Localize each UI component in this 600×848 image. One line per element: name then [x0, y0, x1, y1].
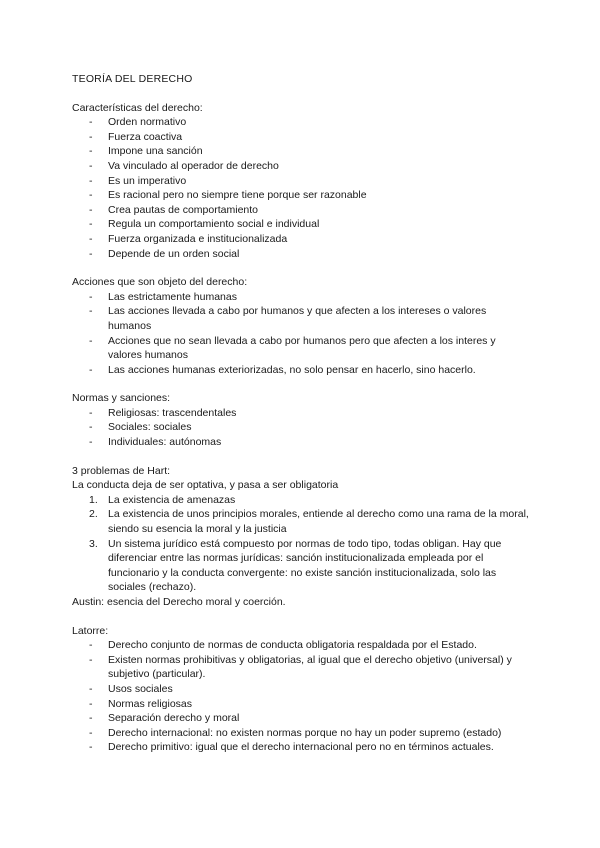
list-item-text: Es racional pero no siempre tiene porque ser razonable — [108, 189, 367, 202]
dash-bullet: - — [89, 290, 93, 303]
hart-intro: La conducta deja de ser optativa, y pasa a ser obligatoria — [72, 479, 339, 492]
dash-bullet: - — [89, 159, 93, 172]
dash-bullet: - — [89, 436, 93, 449]
list-item-text: Individuales: autónomas — [108, 436, 222, 449]
section-heading-hart: 3 problemas de Hart: — [72, 464, 171, 477]
number-marker: 2. — [89, 508, 98, 521]
dash-bullet: - — [89, 363, 93, 376]
list-item-text: Las estrictamente humanas — [108, 290, 237, 303]
dash-bullet: - — [89, 130, 93, 143]
list-item — [72, 115, 530, 130]
dash-bullet: - — [89, 682, 93, 695]
list-item — [72, 726, 530, 741]
list-item-text: Las acciones llevada a cabo por humanos y que afecten a los intereses o valores humanos — [108, 305, 487, 332]
list-item — [72, 740, 530, 755]
list-item — [72, 304, 530, 333]
dash-bullet: - — [89, 218, 93, 231]
list-item-text: Va vinculado al operador de derecho — [108, 159, 279, 172]
list-normas — [72, 406, 530, 450]
page-title: TEORÍA DEL DERECHO — [72, 73, 193, 85]
list-item — [72, 188, 530, 203]
list-item — [72, 507, 530, 536]
dash-bullet: - — [89, 174, 93, 187]
list-item-text: Usos sociales — [108, 682, 173, 695]
list-item — [72, 493, 530, 508]
list-latorre — [72, 638, 530, 755]
list-item-text: Es un imperativo — [108, 174, 187, 187]
list-item-text: Crea pautas de comportamiento — [108, 203, 258, 216]
list-item — [72, 420, 530, 435]
list-item — [72, 203, 530, 218]
list-acciones — [72, 290, 530, 378]
list-item — [72, 406, 530, 421]
list-item-text: Sociales: sociales — [108, 421, 192, 434]
list-item — [72, 537, 530, 595]
dash-bullet: - — [89, 145, 93, 158]
section-heading-normas: Normas y sanciones: — [72, 392, 171, 405]
dash-bullet: - — [89, 203, 93, 216]
list-item-text: Derecho conjunto de normas de conducta obligatoria respaldada por el Estado. — [108, 639, 477, 652]
list-item — [72, 682, 530, 697]
list-item — [72, 435, 530, 450]
list-item-text: Separación derecho y moral — [108, 712, 240, 725]
dash-bullet: - — [89, 406, 93, 419]
list-item-text: Depende de un orden social — [108, 247, 240, 260]
list-item-text: Derecho internacional: no existen normas porque no hay un poder supremo (estado) — [108, 726, 502, 739]
dash-bullet: - — [89, 247, 93, 260]
list-item — [72, 247, 530, 262]
dash-bullet: - — [89, 697, 93, 710]
dash-bullet: - — [89, 741, 93, 754]
list-item — [72, 653, 530, 682]
dash-bullet: - — [89, 653, 93, 666]
list-item-text: La existencia de unos principios morales, entiende al derecho como una rama de la moral, siendo su esencia la moral y la justicia — [108, 508, 529, 536]
dash-bullet: - — [89, 726, 93, 739]
dash-bullet: - — [89, 421, 93, 434]
list-item-text: Existen normas prohibitivas y obligatorias, al igual que el derecho objetivo (universal) y subjetivo (particular). — [108, 653, 512, 681]
dash-bullet: - — [89, 116, 93, 129]
section-heading-caracteristicas: Características del derecho: — [72, 101, 203, 114]
list-item-text: Acciones que no sean llevada a cabo por humanos pero que afecten a los interes y valores humanos — [108, 334, 496, 362]
dash-bullet: - — [89, 334, 93, 347]
list-item-text: Normas religiosas — [108, 697, 193, 710]
list-item-text: Derecho primitivo: igual que el derecho internacional pero no en términos actuales. — [108, 741, 494, 754]
list-item-text: Fuerza organizada e institucionalizada — [108, 232, 288, 245]
list-item — [72, 638, 530, 653]
list-item-text: La existencia de amenazas — [108, 493, 236, 506]
list-item — [72, 174, 530, 189]
list-item-text: Un sistema jurídico está compuesto por normas de todo tipo, todas obligan. Hay que diferenciar entre las normas jurídicas: sanción institucionalizada empleada por el funcionario y la conducta convergente: no existe sanción institucionalizada, solo las sociales (rechazo). — [108, 537, 502, 594]
dash-bullet: - — [89, 232, 93, 245]
list-item-text: Regula un comportamiento social e individual — [108, 218, 320, 231]
dash-bullet: - — [89, 305, 93, 318]
list-item — [72, 159, 530, 174]
list-item — [72, 232, 530, 247]
list-item — [72, 363, 530, 378]
list-item — [72, 697, 530, 712]
section-heading-latorre: Latorre: — [72, 624, 109, 637]
list-item — [72, 334, 530, 363]
list-item — [72, 130, 530, 145]
list-item — [72, 144, 530, 159]
list-item — [72, 711, 530, 726]
dash-bullet: - — [89, 712, 93, 725]
list-hart — [72, 493, 530, 595]
list-item-text: Las acciones humanas exteriorizadas, no solo pensar en hacerlo, sino hacerlo. — [108, 363, 476, 376]
number-marker: 1. — [89, 493, 98, 506]
list-item-text: Fuerza coactiva — [108, 130, 183, 143]
list-item-text: Orden normativo — [108, 116, 187, 129]
dash-bullet: - — [89, 639, 93, 652]
list-caracteristicas — [72, 115, 530, 261]
list-item-text: Impone una sanción — [108, 145, 203, 158]
list-item — [72, 217, 530, 232]
list-item — [72, 290, 530, 305]
dash-bullet: - — [89, 189, 93, 202]
austin-line: Austin: esencia del Derecho moral y coerción. — [72, 596, 286, 608]
number-marker: 3. — [89, 537, 98, 550]
list-item-text: Religiosas: trascendentales — [108, 406, 237, 419]
section-heading-acciones: Acciones que son objeto del derecho: — [72, 276, 248, 289]
